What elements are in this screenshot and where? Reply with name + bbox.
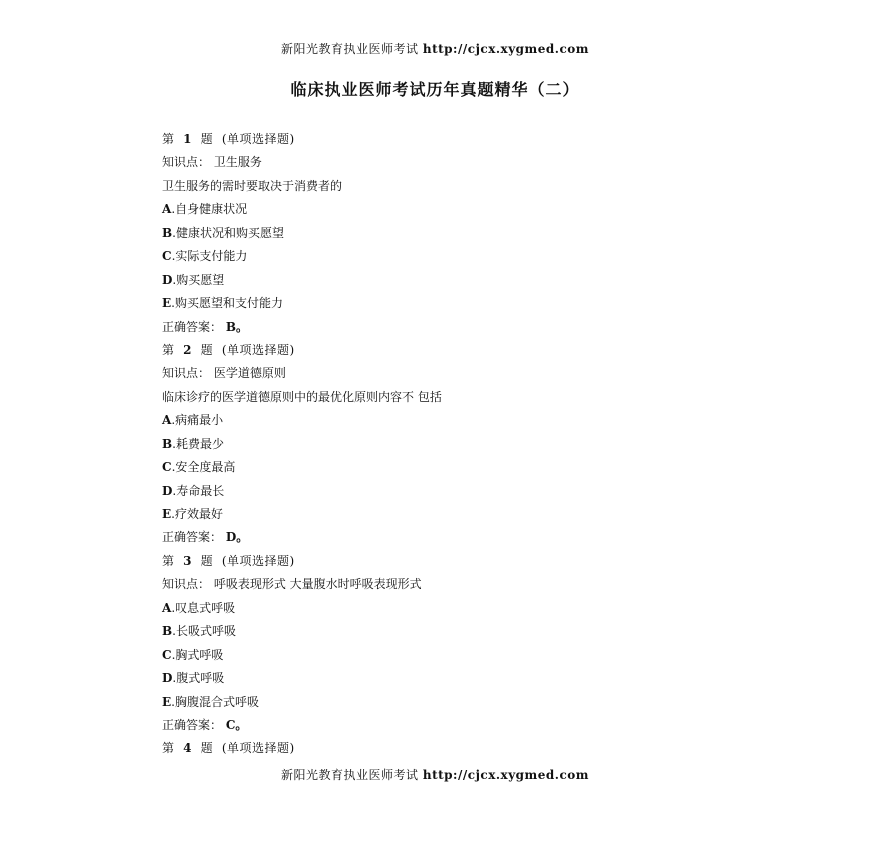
option-line	[162, 480, 782, 503]
option-line	[162, 269, 782, 292]
option-line	[162, 456, 782, 479]
answer-label: 正确答案：	[162, 717, 223, 732]
question-number: 3	[183, 553, 193, 568]
question-list	[162, 128, 782, 761]
option-text: .健康状况和购买愿望	[172, 225, 284, 240]
option-line	[162, 222, 782, 245]
question-heading	[162, 128, 782, 151]
line-text: 知识点： 呼吸表现形式 大量腹水时呼吸表现形式	[162, 577, 422, 592]
footer-url[interactable]: http://cjcx.xygmed.com	[422, 768, 589, 782]
line-text: 卫生服务的需时要取决于消费者的	[162, 178, 343, 193]
option-letter: E	[162, 296, 172, 311]
option-line	[162, 691, 782, 714]
question-suffix: 题	[200, 132, 214, 146]
question-heading	[162, 339, 782, 362]
answer-value: B。	[225, 319, 248, 334]
option-line	[162, 667, 782, 690]
header-site: 新阳光教育执业医师考试	[281, 42, 419, 56]
option-text: .购买愿望和支付能力	[171, 296, 283, 311]
text-line	[162, 175, 782, 198]
option-letter: C	[162, 647, 172, 662]
option-text: .购买愿望	[172, 272, 225, 287]
option-text: .长吸式呼吸	[172, 624, 236, 639]
option-line	[162, 198, 782, 221]
answer-value: D。	[225, 530, 249, 545]
line-text: 知识点： 卫生服务	[162, 155, 262, 170]
question-type: (单项选择题)	[221, 342, 295, 357]
question-suffix: 题	[200, 741, 214, 756]
option-text: .安全度最高	[171, 460, 236, 475]
question-prefix: 第	[162, 741, 175, 756]
text-line	[162, 573, 782, 596]
question-number: 1	[183, 132, 193, 146]
option-text: .寿命最长	[172, 483, 225, 498]
option-letter: B	[162, 624, 173, 639]
question-heading	[162, 550, 782, 573]
option-text: .胸式呼吸	[171, 647, 224, 662]
answer-line	[162, 526, 782, 549]
page-footer	[0, 766, 870, 783]
question-prefix: 第	[162, 342, 175, 357]
question-suffix: 题	[200, 553, 214, 568]
option-text: .自身健康状况	[171, 202, 248, 217]
option-letter: C	[162, 460, 172, 475]
option-text: .耗费最少	[172, 436, 224, 451]
option-letter: A	[162, 413, 172, 428]
answer-label: 正确答案：	[162, 530, 223, 545]
option-text: .疗效最好	[171, 507, 223, 521]
page-title: 临床执业医师考试历年真题精华（二）	[290, 80, 580, 99]
option-line	[162, 644, 782, 667]
option-line	[162, 597, 782, 620]
option-letter: A	[162, 202, 172, 217]
text-line	[162, 362, 782, 385]
question-type: (单项选择题)	[221, 132, 295, 146]
option-letter: D	[162, 671, 173, 686]
question-number: 4	[183, 741, 193, 756]
option-letter: D	[162, 272, 173, 287]
option-line	[162, 245, 782, 268]
question-number: 2	[183, 342, 193, 357]
option-line	[162, 409, 782, 432]
question-type: (单项选择题)	[221, 553, 295, 568]
footer-site: 新阳光教育执业医师考试	[281, 768, 419, 782]
question-prefix: 第	[162, 132, 175, 146]
question-heading	[162, 737, 782, 760]
option-letter: D	[162, 483, 173, 498]
question-suffix: 题	[200, 342, 214, 357]
option-letter: E	[162, 507, 172, 521]
option-text: .胸腹混合式呼吸	[171, 694, 259, 709]
question-prefix: 第	[162, 553, 175, 568]
option-line	[162, 433, 782, 456]
answer-label: 正确答案：	[162, 319, 223, 334]
option-letter: B	[162, 436, 173, 451]
text-line	[162, 386, 782, 409]
answer-line	[162, 714, 782, 737]
option-line	[162, 503, 782, 526]
option-letter: E	[162, 694, 172, 709]
option-text: .叹息式呼吸	[171, 600, 236, 615]
text-line	[162, 151, 782, 174]
page-header	[0, 40, 870, 57]
option-letter: B	[162, 225, 173, 240]
option-line	[162, 292, 782, 315]
option-text: .腹式呼吸	[172, 671, 225, 686]
answer-line	[162, 316, 782, 339]
option-letter: C	[162, 249, 172, 264]
option-line	[162, 620, 782, 643]
answer-value: C。	[225, 717, 248, 732]
header-url[interactable]: http://cjcx.xygmed.com	[422, 42, 589, 56]
question-type: (单项选择题)	[221, 741, 295, 756]
option-text: .病痛最小	[171, 413, 224, 428]
line-text: 临床诊疗的医学道德原则中的最优化原则内容不 包括	[162, 389, 442, 404]
option-letter: A	[162, 600, 172, 615]
option-text: .实际支付能力	[171, 249, 248, 264]
line-text: 知识点： 医学道德原则	[162, 366, 286, 381]
